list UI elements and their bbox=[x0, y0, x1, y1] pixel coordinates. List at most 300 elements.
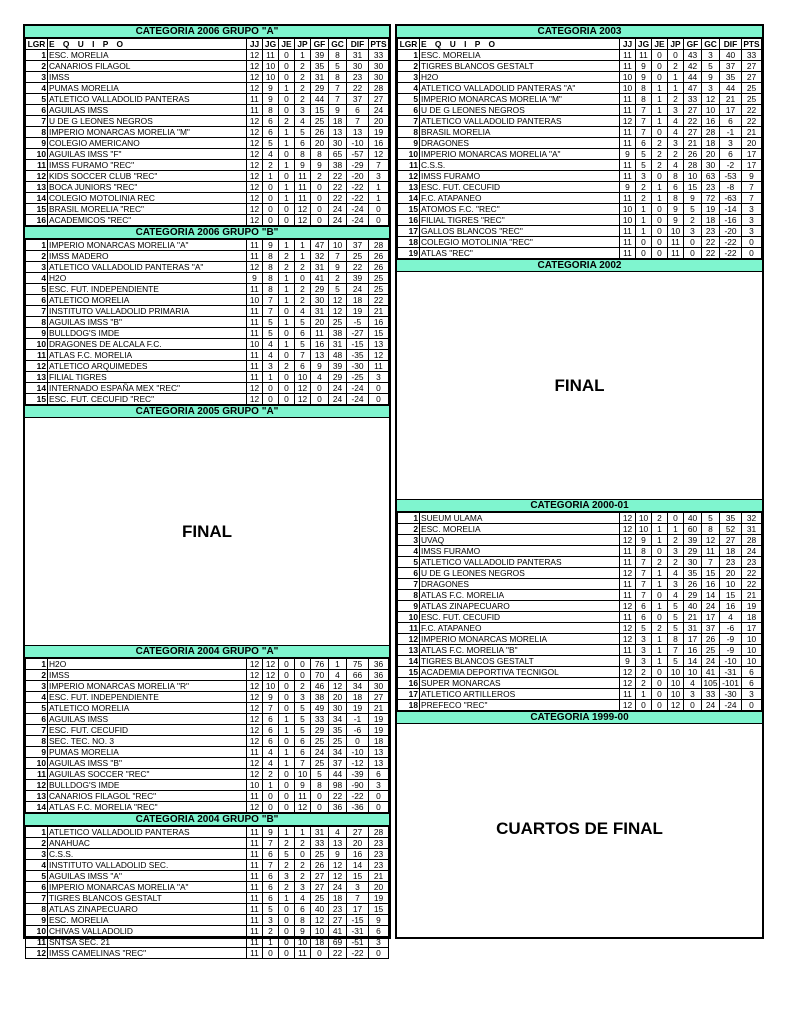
table-row bbox=[26, 383, 389, 394]
stat-cell: 2 bbox=[279, 361, 295, 372]
rank-cell: 6 bbox=[26, 295, 48, 306]
stat-cell: 12 bbox=[247, 670, 263, 681]
standings-table bbox=[25, 826, 389, 959]
stat-cell: 6 bbox=[347, 105, 369, 116]
table-row bbox=[26, 138, 389, 149]
stat-cell: 12 bbox=[247, 725, 263, 736]
stat-cell: 25 bbox=[311, 758, 329, 769]
stat-cell: 11 bbox=[247, 251, 263, 262]
stat-cell: 12 bbox=[620, 513, 636, 524]
stat-cell: 2 bbox=[652, 138, 668, 149]
stat-cell: -10 bbox=[347, 747, 369, 758]
stat-cell: 2 bbox=[636, 678, 652, 689]
stat-cell: 12 bbox=[295, 204, 311, 215]
stat-cell: 5 bbox=[263, 904, 279, 915]
table-row bbox=[398, 524, 762, 535]
stat-cell: 1 bbox=[295, 251, 311, 262]
stat-cell: 0 bbox=[652, 127, 668, 138]
stat-cell: 9 bbox=[263, 827, 279, 838]
stat-cell: 2 bbox=[668, 149, 684, 160]
rank-cell: 1 bbox=[26, 50, 48, 61]
stat-cell: 12 bbox=[620, 678, 636, 689]
table-row bbox=[398, 634, 762, 645]
rank-cell: 8 bbox=[398, 127, 420, 138]
stat-cell: 44 bbox=[720, 83, 742, 94]
rank-cell: 4 bbox=[26, 83, 48, 94]
stat-cell: 47 bbox=[684, 83, 702, 94]
stat-cell: 12 bbox=[247, 758, 263, 769]
category-section bbox=[397, 500, 762, 712]
category-section bbox=[25, 814, 389, 959]
stat-cell: 11 bbox=[620, 590, 636, 601]
stat-cell: 6 bbox=[295, 736, 311, 747]
stat-cell: 11 bbox=[620, 105, 636, 116]
rank-cell: 9 bbox=[26, 138, 48, 149]
stat-cell: 24 bbox=[329, 394, 347, 405]
stat-cell: 3 bbox=[295, 105, 311, 116]
stat-cell: 1 bbox=[329, 659, 347, 670]
table-row bbox=[26, 328, 389, 339]
table-row bbox=[26, 659, 389, 670]
stat-cell: 29 bbox=[684, 590, 702, 601]
stat-cell: 3 bbox=[263, 915, 279, 926]
team-cell: IMSS CAMELINAS "REC" bbox=[48, 948, 247, 959]
team-cell: AGUILAS IMSS bbox=[48, 105, 247, 116]
table-row bbox=[398, 204, 762, 215]
stat-cell: 2 bbox=[263, 769, 279, 780]
stat-cell: 6 bbox=[742, 678, 762, 689]
table-row bbox=[26, 240, 389, 251]
stat-cell: 39 bbox=[311, 50, 329, 61]
stat-cell: 0 bbox=[684, 700, 702, 711]
stat-cell: 10 bbox=[311, 926, 329, 937]
team-cell: ATLAS F.C. MORELIA "REC" bbox=[48, 802, 247, 813]
rank-cell: 3 bbox=[26, 849, 48, 860]
team-cell: IMPERIO MONARCAS MORELIA "R" bbox=[48, 681, 247, 692]
stat-cell: 1 bbox=[263, 780, 279, 791]
stat-cell: -16 bbox=[720, 215, 742, 226]
table-row bbox=[26, 127, 389, 138]
stat-cell: 7 bbox=[636, 105, 652, 116]
header-row bbox=[26, 39, 389, 50]
team-cell: IMPERIO MONARCAS MORELIA "M" bbox=[48, 127, 247, 138]
stat-cell: 1 bbox=[652, 535, 668, 546]
stat-cell: 17 bbox=[684, 634, 702, 645]
stat-cell: 0 bbox=[652, 237, 668, 248]
stat-cell: 22 bbox=[329, 182, 347, 193]
stat-cell: 28 bbox=[684, 160, 702, 171]
stat-cell: 0 bbox=[652, 204, 668, 215]
table-row bbox=[26, 802, 389, 813]
column-header: JJ bbox=[247, 39, 263, 50]
table-row bbox=[398, 215, 762, 226]
stat-cell: 27 bbox=[347, 827, 369, 838]
stat-cell: 12 bbox=[369, 350, 389, 361]
table-row bbox=[26, 736, 389, 747]
stat-cell: 10 bbox=[329, 240, 347, 251]
table-row bbox=[26, 284, 389, 295]
stat-cell: 7 bbox=[263, 306, 279, 317]
stat-cell: 76 bbox=[311, 659, 329, 670]
stat-cell: 18 bbox=[742, 612, 762, 623]
table-row bbox=[26, 72, 389, 83]
stat-cell: 11 bbox=[620, 94, 636, 105]
stat-cell: -12 bbox=[347, 758, 369, 769]
stat-cell: 12 bbox=[329, 295, 347, 306]
team-cell: ATLAS F.C. MORELIA "B" bbox=[420, 645, 620, 656]
stat-cell: 41 bbox=[329, 926, 347, 937]
team-cell: TIGRES BLANCOS GESTALT bbox=[420, 656, 620, 667]
stat-cell: 40 bbox=[720, 50, 742, 61]
table-row bbox=[398, 50, 762, 61]
table-row bbox=[26, 372, 389, 383]
stat-cell: 8 bbox=[311, 149, 329, 160]
stat-cell: 9 bbox=[311, 361, 329, 372]
stat-cell: 1 bbox=[279, 339, 295, 350]
team-cell: UVAQ bbox=[420, 535, 620, 546]
stat-cell: 17 bbox=[742, 160, 762, 171]
stat-cell: 0 bbox=[263, 394, 279, 405]
stat-cell: 47 bbox=[311, 240, 329, 251]
stat-cell: 12 bbox=[247, 394, 263, 405]
stat-cell: 0 bbox=[279, 915, 295, 926]
table-row bbox=[398, 83, 762, 94]
stat-cell: 1 bbox=[652, 94, 668, 105]
rank-cell: 3 bbox=[26, 681, 48, 692]
stat-cell: 7 bbox=[347, 116, 369, 127]
column-header: JG bbox=[636, 39, 652, 50]
stat-cell: 8 bbox=[636, 546, 652, 557]
rank-cell: 4 bbox=[26, 860, 48, 871]
stat-cell: 4 bbox=[668, 160, 684, 171]
stat-cell: 10 bbox=[247, 780, 263, 791]
stat-cell: -15 bbox=[347, 339, 369, 350]
table-row bbox=[26, 791, 389, 802]
stat-cell: 13 bbox=[369, 339, 389, 350]
table-row bbox=[26, 747, 389, 758]
stat-cell: 1 bbox=[652, 83, 668, 94]
stat-cell: 2 bbox=[329, 273, 347, 284]
stat-cell: 20 bbox=[720, 568, 742, 579]
rank-cell: 2 bbox=[398, 524, 420, 535]
table-row bbox=[398, 623, 762, 634]
stat-cell: 9 bbox=[295, 926, 311, 937]
stat-cell: 11 bbox=[620, 171, 636, 182]
stat-cell: 9 bbox=[636, 535, 652, 546]
stat-cell: 11 bbox=[620, 61, 636, 72]
table-row bbox=[398, 94, 762, 105]
stat-cell: 11 bbox=[247, 350, 263, 361]
team-cell: IMSS bbox=[48, 670, 247, 681]
category-section bbox=[397, 26, 762, 260]
rank-cell: 3 bbox=[26, 262, 48, 273]
stat-cell: 10 bbox=[668, 689, 684, 700]
stat-cell: 9 bbox=[247, 273, 263, 284]
team-cell: BRASIL MORELIA "REC" bbox=[48, 204, 247, 215]
stat-cell: 28 bbox=[369, 240, 389, 251]
stat-cell: 0 bbox=[263, 802, 279, 813]
stat-cell: 12 bbox=[247, 160, 263, 171]
table-row bbox=[26, 882, 389, 893]
stat-cell: 49 bbox=[311, 703, 329, 714]
stat-cell: 11 bbox=[295, 948, 311, 959]
stat-cell: 2 bbox=[684, 215, 702, 226]
rank-cell: 1 bbox=[26, 240, 48, 251]
table-row bbox=[26, 904, 389, 915]
stat-cell: 0 bbox=[279, 50, 295, 61]
team-cell: FILIAL TIGRES bbox=[48, 372, 247, 383]
stat-cell: 15 bbox=[720, 590, 742, 601]
table-row bbox=[26, 361, 389, 372]
team-cell: SEC. TEC. NO. 3 bbox=[48, 736, 247, 747]
table-row bbox=[398, 612, 762, 623]
stat-cell: 0 bbox=[652, 61, 668, 72]
stat-cell: 6 bbox=[369, 926, 389, 937]
stat-cell: 0 bbox=[279, 149, 295, 160]
stat-cell: 6 bbox=[263, 893, 279, 904]
rank-cell: 13 bbox=[26, 182, 48, 193]
rank-cell: 13 bbox=[398, 645, 420, 656]
table-row bbox=[398, 138, 762, 149]
stat-cell: 11 bbox=[247, 372, 263, 383]
stat-cell: 98 bbox=[329, 780, 347, 791]
stat-cell: 0 bbox=[311, 383, 329, 394]
team-cell: AGUILAS IMSS "A" bbox=[48, 871, 247, 882]
stat-cell: 75 bbox=[347, 659, 369, 670]
stat-cell: 2 bbox=[668, 535, 684, 546]
stat-cell: 19 bbox=[702, 204, 720, 215]
column-header: JJ bbox=[620, 39, 636, 50]
stat-cell: 11 bbox=[311, 328, 329, 339]
stat-cell: 11 bbox=[247, 240, 263, 251]
stat-cell: 10 bbox=[720, 579, 742, 590]
team-cell: U DE G LEONES NEGROS bbox=[48, 116, 247, 127]
team-cell: ESC. FUT. CECUFID bbox=[420, 612, 620, 623]
stat-cell: -27 bbox=[347, 328, 369, 339]
column-header: E Q U I P O bbox=[420, 39, 620, 50]
category-section bbox=[25, 406, 389, 646]
stat-cell: 22 bbox=[742, 116, 762, 127]
stat-cell: 7 bbox=[636, 568, 652, 579]
table-row bbox=[26, 948, 389, 959]
rank-cell: 12 bbox=[26, 171, 48, 182]
stat-cell: 35 bbox=[720, 72, 742, 83]
stat-cell: 0 bbox=[652, 248, 668, 259]
stat-cell: 11 bbox=[702, 546, 720, 557]
stat-cell: 20 bbox=[311, 138, 329, 149]
stat-cell: 11 bbox=[247, 871, 263, 882]
stat-cell: 8 bbox=[295, 149, 311, 160]
team-cell: COLEGIO AMERICANO bbox=[48, 138, 247, 149]
stat-cell: 12 bbox=[329, 306, 347, 317]
stat-cell: 6 bbox=[295, 328, 311, 339]
category-title: CATEGORIA 2006 GRUPO "A" bbox=[25, 26, 389, 38]
stat-cell: 26 bbox=[684, 149, 702, 160]
table-row bbox=[26, 149, 389, 160]
table-row bbox=[26, 116, 389, 127]
category-section bbox=[397, 260, 762, 500]
stat-cell: 34 bbox=[329, 714, 347, 725]
stat-cell: 1 bbox=[279, 240, 295, 251]
stat-cell: 8 bbox=[263, 284, 279, 295]
stat-cell: 1 bbox=[636, 689, 652, 700]
team-cell: IMSS bbox=[48, 72, 247, 83]
team-cell: ESC. MORELIA bbox=[420, 524, 620, 535]
rank-cell: 11 bbox=[26, 769, 48, 780]
column-header: DIF bbox=[347, 39, 369, 50]
rank-cell: 8 bbox=[26, 904, 48, 915]
table-row bbox=[398, 557, 762, 568]
stat-cell: 4 bbox=[263, 339, 279, 350]
stat-cell: 16 bbox=[702, 116, 720, 127]
table-row bbox=[398, 226, 762, 237]
stat-cell: 12 bbox=[295, 394, 311, 405]
stat-cell: 8 bbox=[263, 105, 279, 116]
table-row bbox=[398, 116, 762, 127]
stat-cell: 2 bbox=[295, 72, 311, 83]
stat-cell: 22 bbox=[347, 262, 369, 273]
stat-cell: 10 bbox=[684, 171, 702, 182]
table-row bbox=[26, 94, 389, 105]
stat-cell: 12 bbox=[329, 871, 347, 882]
stat-cell: 5 bbox=[668, 601, 684, 612]
stat-cell: 30 bbox=[347, 61, 369, 72]
rank-cell: 2 bbox=[26, 670, 48, 681]
stat-cell: 11 bbox=[247, 827, 263, 838]
stat-cell: 24 bbox=[347, 284, 369, 295]
stat-cell: 0 bbox=[652, 667, 668, 678]
stat-cell: 12 bbox=[702, 94, 720, 105]
stat-cell: 8 bbox=[329, 50, 347, 61]
team-cell: ATLAS ZINAPECUARO bbox=[48, 904, 247, 915]
stat-cell: 11 bbox=[668, 237, 684, 248]
rank-cell: 9 bbox=[26, 328, 48, 339]
stat-cell: 4 bbox=[295, 306, 311, 317]
stat-cell: 0 bbox=[279, 904, 295, 915]
table-row bbox=[26, 215, 389, 226]
stat-cell: -10 bbox=[347, 138, 369, 149]
stat-cell: 5 bbox=[329, 284, 347, 295]
stat-cell: 1 bbox=[279, 160, 295, 171]
stat-cell: 8 bbox=[295, 915, 311, 926]
stat-cell: 3 bbox=[369, 372, 389, 383]
table-row bbox=[398, 237, 762, 248]
rank-cell: 3 bbox=[398, 535, 420, 546]
stat-cell: 11 bbox=[620, 160, 636, 171]
table-row bbox=[398, 656, 762, 667]
stat-cell: 5 bbox=[295, 703, 311, 714]
stat-cell: 21 bbox=[684, 612, 702, 623]
stage-label: CUARTOS DE FINAL bbox=[496, 819, 663, 838]
table-row bbox=[26, 160, 389, 171]
rank-cell: 8 bbox=[398, 590, 420, 601]
stat-cell: 2 bbox=[295, 860, 311, 871]
stat-cell: 17 bbox=[347, 904, 369, 915]
stat-cell: 10 bbox=[742, 634, 762, 645]
stat-cell: 27 bbox=[311, 871, 329, 882]
stat-cell: 20 bbox=[742, 138, 762, 149]
stat-cell: 30 bbox=[311, 295, 329, 306]
stat-cell: 32 bbox=[742, 513, 762, 524]
rank-cell: 1 bbox=[398, 513, 420, 524]
stat-cell: 11 bbox=[620, 127, 636, 138]
stat-cell: 41 bbox=[311, 273, 329, 284]
team-cell: INSTITUTO VALLADOLID PRIMARIA bbox=[48, 306, 247, 317]
stat-cell: 1 bbox=[295, 827, 311, 838]
table-row bbox=[26, 317, 389, 328]
stat-cell: 0 bbox=[279, 171, 295, 182]
column-header: JE bbox=[279, 39, 295, 50]
stat-cell: -51 bbox=[347, 937, 369, 948]
stat-cell: 14 bbox=[702, 590, 720, 601]
stat-cell: 12 bbox=[247, 681, 263, 692]
stat-cell: 29 bbox=[329, 372, 347, 383]
table-row bbox=[398, 700, 762, 711]
stat-cell: 2 bbox=[636, 667, 652, 678]
team-cell: PUMAS MORELIA bbox=[48, 83, 247, 94]
stat-cell: -14 bbox=[720, 204, 742, 215]
stat-cell: 4 bbox=[720, 612, 742, 623]
stat-cell: 12 bbox=[247, 215, 263, 226]
stat-cell: 10 bbox=[668, 678, 684, 689]
standings-table bbox=[397, 512, 762, 711]
stat-cell: 2 bbox=[295, 262, 311, 273]
stat-cell: -6 bbox=[347, 725, 369, 736]
stat-cell: 0 bbox=[652, 215, 668, 226]
rank-cell: 5 bbox=[398, 94, 420, 105]
stat-cell: 10 bbox=[620, 204, 636, 215]
stat-cell: 12 bbox=[620, 568, 636, 579]
stat-cell: 12 bbox=[620, 623, 636, 634]
rank-cell: 12 bbox=[398, 634, 420, 645]
stat-cell: 27 bbox=[329, 915, 347, 926]
stat-cell: 41 bbox=[702, 667, 720, 678]
stat-cell: 0 bbox=[279, 72, 295, 83]
team-cell: U DE G LEONES NEGROS bbox=[420, 568, 620, 579]
stat-cell: 25 bbox=[369, 284, 389, 295]
stat-cell: 17 bbox=[702, 612, 720, 623]
stat-cell: 8 bbox=[702, 524, 720, 535]
stat-cell: 9 bbox=[329, 849, 347, 860]
stat-cell: 25 bbox=[311, 893, 329, 904]
team-cell: DRAGONES bbox=[420, 579, 620, 590]
stat-cell: 0 bbox=[369, 383, 389, 394]
stat-cell: 24 bbox=[329, 882, 347, 893]
stat-cell: 4 bbox=[263, 747, 279, 758]
stat-cell: 25 bbox=[347, 251, 369, 262]
stat-cell: 7 bbox=[668, 645, 684, 656]
table-row bbox=[26, 758, 389, 769]
stat-cell: 9 bbox=[702, 72, 720, 83]
stat-cell: 12 bbox=[702, 535, 720, 546]
table-row bbox=[26, 204, 389, 215]
stat-cell: 0 bbox=[295, 670, 311, 681]
stat-cell: 8 bbox=[668, 171, 684, 182]
stat-cell: 5 bbox=[668, 656, 684, 667]
stat-cell: 36 bbox=[369, 670, 389, 681]
stat-cell: 3 bbox=[742, 226, 762, 237]
stat-cell: 11 bbox=[668, 248, 684, 259]
rank-cell: 5 bbox=[26, 703, 48, 714]
stat-cell: 1 bbox=[263, 372, 279, 383]
stat-cell: -22 bbox=[720, 248, 742, 259]
stat-cell: 3 bbox=[369, 171, 389, 182]
stat-cell: 4 bbox=[329, 670, 347, 681]
column-header: JP bbox=[295, 39, 311, 50]
stat-cell: 40 bbox=[684, 513, 702, 524]
stat-cell: 12 bbox=[247, 50, 263, 61]
stat-cell: 1 bbox=[636, 226, 652, 237]
